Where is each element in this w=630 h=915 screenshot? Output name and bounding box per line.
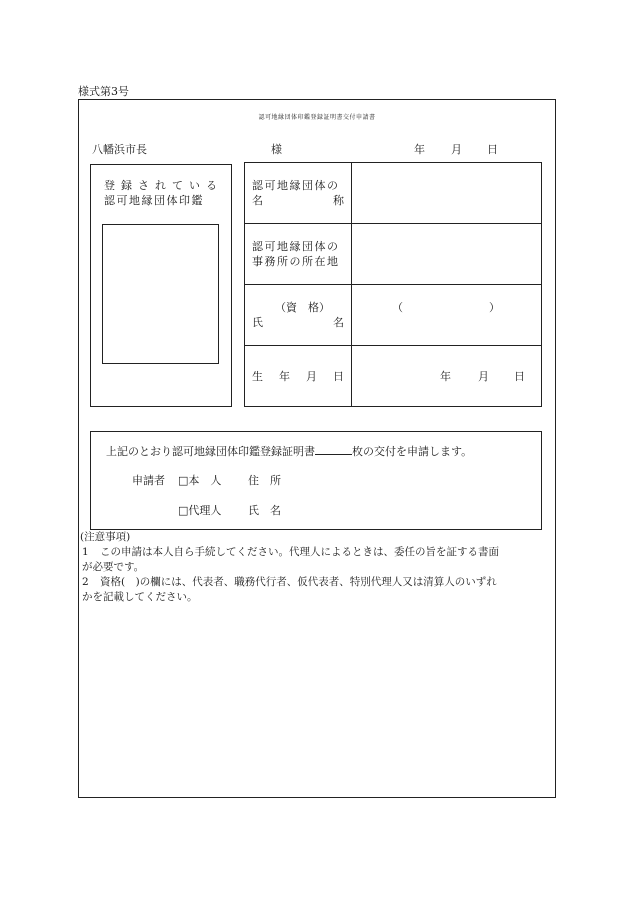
request-sentence [106,443,472,458]
note-2-line2: かを記載してください。 [82,591,198,603]
form-number: 様式第3号 [78,85,129,98]
office-label-line1: 認可地縁団体の [252,240,340,253]
birth-label-char: 生 [252,370,263,383]
capacity-paren-open: （ [392,301,403,314]
org-name-label-line1: 認可地縁団体の [252,179,340,192]
note-2-number: 2 [82,576,89,588]
office-address-field[interactable] [352,224,541,284]
birth-label-char: 月 [306,370,317,383]
birth-day: 日 [514,370,525,383]
honorific: 様 [271,143,282,156]
name-label: 氏 名 [248,504,281,517]
birth-label-char: 年 [279,370,290,383]
date-day: 日 [487,143,498,156]
note-1-number: 1 [82,546,89,558]
address-label: 住 所 [248,474,281,487]
copies-field[interactable] [315,443,352,455]
applicant-label: 申請者 [132,474,165,487]
request-sentence-part1: 上記のとおり認可地縁団体印鑑登録証明書 [106,445,315,458]
address-field[interactable] [292,472,532,488]
birth-label-char: 日 [333,370,344,383]
org-name-label-char: 名 [252,194,263,207]
note-1-line1: この申請は本人自ら手続してください。代理人によるときは、委任の旨を証する書面 [100,546,499,558]
applicant-name-field[interactable] [292,502,532,518]
date-month: 月 [451,143,462,156]
rep-name-label [252,316,344,329]
birth-month: 月 [478,370,489,383]
self-checkbox[interactable]: □本 人 [178,474,222,487]
request-sentence-part2: 枚の交付を申請します。 [352,445,473,458]
birth-date-field[interactable] [352,346,541,406]
notes-header: (注意事項) [80,531,131,543]
capacity-label: （資 格） [275,301,330,314]
seal-imprint-box[interactable] [102,224,219,364]
form-title: 認可地縁団体印鑑登録証明書交付申請書 [258,114,376,121]
seal-label-line2: 認可地縁団体印鑑 [104,194,204,207]
note-1-line2: が必要です。 [82,561,145,573]
agent-checkbox[interactable]: □代理人 [178,504,222,517]
org-name-label-line2 [252,194,344,207]
seal-label-line1-text: 登録されている [104,179,223,192]
office-label-line2: 事務所の所在地 [252,255,340,268]
rep-name-label-char: 名 [333,316,344,329]
rep-name-label-char: 氏 [252,316,263,329]
capacity-field[interactable] [405,299,485,315]
seal-label-line1 [104,179,223,192]
rep-name-field[interactable] [352,316,541,344]
org-name-field[interactable] [352,163,541,223]
date-year: 年 [414,143,425,156]
birth-year: 年 [440,370,451,383]
birth-label [252,370,344,383]
table-row-divider [244,284,542,285]
org-name-label-char: 称 [333,194,344,207]
capacity-paren-close: ） [489,301,500,314]
note-2-line1: 資格( )の欄には、代表者、職務代行者、仮代表者、特別代理人又は清算人のいずれ [100,576,497,588]
recipient: 八幡浜市長 [92,143,147,156]
